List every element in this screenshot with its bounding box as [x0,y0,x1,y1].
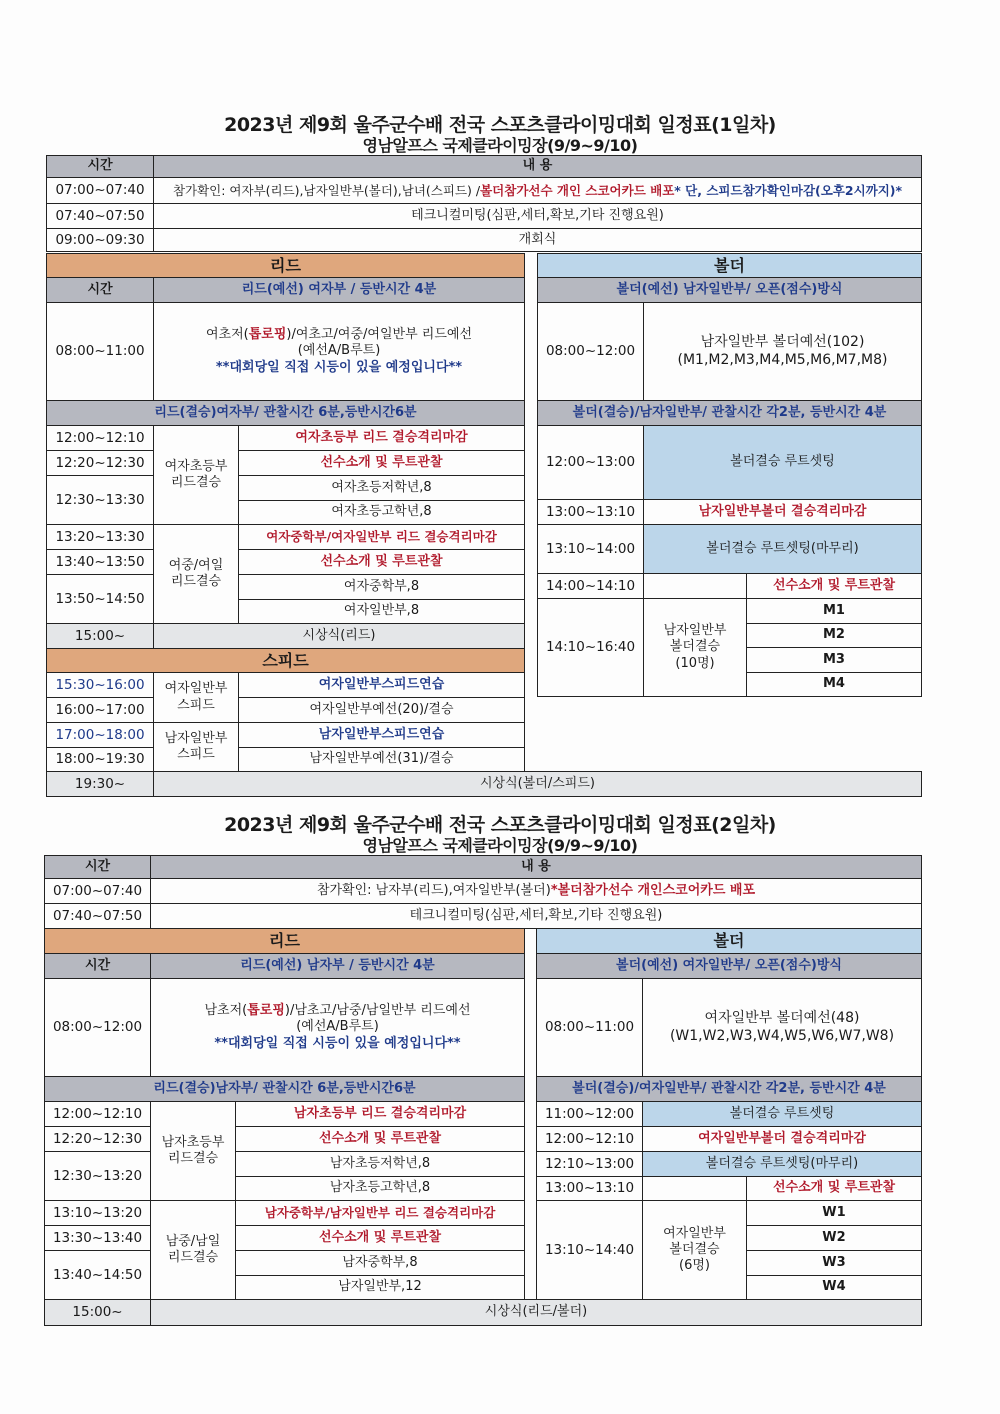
time-cell: 14:10~16:40 [537,598,644,697]
day1-general-time: 07:40~07:50 [46,203,154,229]
isolation-close: 남자초등부 리드 결승격리마감 [235,1101,525,1127]
qual-text: 여자일반부 볼더예선(48) [704,1010,860,1026]
time-cell: 16:00~17:00 [46,697,154,723]
day1-boulder-final-header: 볼더(결승)/남자일반부/ 관찰시간 각2분, 등반시간 4분 [537,400,922,426]
day1-speed-header: 스피드 [46,648,525,673]
isolation-close: 남자일반부볼더 결승격리마감 [643,499,922,525]
time-cell: 18:00~19:30 [46,747,154,772]
day1-lead-time-label: 시간 [46,277,154,303]
qual-problems: (M1,M2,M3,M4,M5,M6,M7,M8) [677,351,888,368]
time-cell: 12:30~13:30 [46,475,154,525]
checkin-text: 참가확인: 여자부(리드),남자일반부(볼더),남녀(스피드) / [172,182,481,198]
time-cell: 12:00~12:10 [46,425,154,451]
route-setting: 볼더결승 루트셋팅 [643,425,922,500]
time-cell: 13:40~13:50 [46,549,154,575]
route-preview: 선수소개 및 루트관찰 [235,1126,525,1152]
time-cell: 12:00~12:10 [44,1101,151,1127]
day2-boulder-qual-time: 08:00~11:00 [536,978,643,1077]
day2-elem-group [150,1101,236,1201]
category-cell: 남자초등고학년,8 [235,1176,525,1201]
toprope-label: 톱로핑 [247,1003,285,1019]
day1-boulder-qual-header: 볼더(예선) 남자일반부/ 오픈(점수)방식 [537,277,922,303]
day1-lead-qual-detail [153,302,525,401]
day1-venue: 영남알프스 국제클라이밍장(9/9~9/10) [362,136,638,155]
route-preview: 선수소개 및 루트관찰 [235,1225,525,1251]
time-cell: 13:20~13:30 [46,524,154,550]
time-cell: 14:00~14:10 [537,573,644,599]
group-label: 남자초등부 [161,1134,225,1150]
group-label: 리드결승 [167,1250,219,1265]
day2-title: 2023년 제9회 울주군수배 전국 스포츠클라이밍대회 일정표(2일차) [224,814,776,836]
category-cell: 남자초등저학년,8 [235,1151,525,1177]
speed-practice: 남자일반부스피드연습 [238,722,525,748]
qual-routes: (예선A/B루트) [296,1019,379,1035]
day1-opening-ceremony: 개회식 [153,228,922,252]
problem-cell: M1 [746,598,922,624]
checkin-text: 참가확인: 남자부(리드),여자일반부(볼더) [316,882,551,898]
time-cell: 13:10~13:20 [44,1200,151,1226]
time-cell: 13:10~14:00 [537,524,644,574]
route-setting-finish: 볼더결승 루트셋팅(마무리) [643,524,922,574]
route-setting-finish: 볼더결승 루트셋팅(마무리) [642,1151,922,1177]
day2-boulder-qual-detail [642,978,922,1077]
speed-women-group [153,672,239,723]
day2-general-time: 07:40~07:50 [44,903,151,929]
day2-boulder-final-group [642,1200,747,1300]
category-cell: 남자중학부,8 [235,1250,525,1276]
problem-cell: M3 [746,647,922,673]
time-cell: 12:00~12:10 [536,1126,643,1152]
problem-cell: W3 [746,1250,922,1276]
time-cell: 13:10~14:40 [536,1200,643,1300]
award-time: 19:30~ [46,771,154,797]
time-cell: 13:00~13:10 [536,1176,643,1201]
blank-cell [643,573,747,599]
day1-boulder-qual-time: 08:00~12:00 [537,302,644,401]
day1-lead-final-header: 리드(결승)여자부/ 관찰시간 6분,등반시간6분 [46,400,525,426]
speed-event: 여자일반부예선(20)/결승 [238,697,525,723]
group-label: 여자초등부 [164,458,228,474]
group-label: 리드결승 [167,1151,219,1166]
qual-problems: (W1,W2,W3,W4,W5,W6,W7,W8) [669,1027,895,1044]
scorecard-notice: 볼더참가선수 개인 스코어카드 배포 [480,182,675,198]
time-cell: 13:30~13:40 [44,1225,151,1251]
day2-content-header: 내 용 [150,855,922,879]
isolation-close: 여자초등부 리드 결승격리마감 [238,425,525,451]
time-cell: 13:00~13:10 [537,499,644,525]
day2-lead-final-header: 리드(결승)남자부/ 관찰시간 6분,등반시간6분 [44,1076,525,1102]
day2-lead-qual-header: 리드(예선) 남자부 / 등반시간 4분 [150,953,525,979]
group-label: 볼더결승 [669,639,721,655]
day1-boulder-final-group [643,598,747,697]
award-time: 15:00~ [46,623,154,649]
qual-text: 남자일반부 볼더예선(102) [700,334,865,350]
qual-text: )/남초고/남중/남일반부 리드예선 [284,1003,471,1019]
route-preview: 선수소개 및 루트관찰 [746,573,922,599]
day1-elem-group [153,425,239,525]
category-cell: 여자초등저학년,8 [238,475,525,501]
group-label: 리드결승 [170,475,222,490]
time-cell: 12:00~13:00 [537,425,644,500]
problem-cell: W1 [746,1200,922,1226]
day1-lead-qual-header: 리드(예선) 여자부 / 등반시간 4분 [153,277,525,303]
problem-cell: W2 [746,1225,922,1251]
day1-boulder-header: 볼더 [537,253,922,278]
group-label: 스피드 [177,747,215,762]
time-cell: 12:30~13:20 [44,1151,151,1201]
isolation-close: 남자중학부/남자일반부 리드 결승격리마감 [235,1200,525,1226]
day1-time-header: 시간 [46,155,154,178]
day2-boulder-header: 볼더 [536,928,922,954]
route-preview: 선수소개 및 루트관찰 [746,1176,922,1201]
group-label: 리드결승 [170,574,222,589]
day1-lead-qual-time: 08:00~11:00 [46,302,154,401]
group-label: 여중/여일 [168,557,224,573]
group-label: (6명) [679,1258,710,1274]
route-preview: 선수소개 및 루트관찰 [238,450,525,476]
day1-mid-group [153,524,239,624]
route-preview: 선수소개 및 루트관찰 [238,549,525,575]
day2-lead-time-label: 시간 [44,953,151,979]
category-cell: 여자중학부,8 [238,574,525,600]
day1-general-time: 07:00~07:40 [46,177,154,204]
day2-lead-qual-detail [150,978,525,1077]
day2-lead-qual-time: 08:00~12:00 [44,978,151,1077]
problem-cell: W4 [746,1275,922,1300]
day1-boulder-qual-detail [643,302,922,401]
day2-venue: 영남알프스 국제클라이밍장(9/9~9/10) [362,836,638,855]
speed-event: 남자일반부예선(31)/결승 [238,747,525,772]
scorecard-notice: *볼더참가선수 개인스코어카드 배포 [550,882,756,898]
qual-text: )/여초고/여중/여일반부 리드예선 [286,327,473,343]
day1-lead-header: 리드 [46,253,525,278]
day1-checkin-row [153,177,922,204]
route-setting: 볼더결승 루트셋팅 [642,1101,922,1127]
day1-technical-meeting: 테크니컬미팅(심판,세터,확보,기타 진행요원) [153,203,922,229]
speed-practice: 여자일반부스피드연습 [238,672,525,698]
time-cell: 15:30~16:00 [46,672,154,698]
time-cell: 13:40~14:50 [44,1250,151,1300]
qual-text: 여초저( [205,327,249,343]
group-label: 남자일반부 [164,730,228,746]
group-label: 스피드 [177,697,215,713]
category-cell: 여자초등고학년,8 [238,500,525,525]
day1-content-header: 내 용 [153,155,922,178]
group-label: 남자일반부 [663,623,727,639]
day2-boulder-final-header: 볼더(결승)/여자일반부/ 관찰시간 각2분, 등반시간 4분 [536,1076,922,1102]
day2-lead-header: 리드 [44,928,525,954]
day2-final-award: 시상식(리드/볼더) [150,1299,922,1326]
category-cell: 남자일반부,12 [235,1275,525,1300]
group-label: 여자일반부 [164,681,228,697]
group-label: 여자일반부 [663,1225,726,1241]
group-label: (10명) [675,655,715,671]
time-cell: 12:10~13:00 [536,1151,643,1177]
day2-checkin-row [150,878,922,904]
group-label: 남중/남일 [165,1233,221,1249]
group-label: 볼더결승 [669,1241,720,1257]
blank-cell [642,1176,747,1201]
isolation-close: 여자일반부볼더 결승격리마감 [642,1126,922,1152]
speed-deadline-notice: * 단, 스피드참가확인마감(오후2시까지)* [674,182,903,198]
day2-mid-group [150,1200,236,1300]
day1-title: 2023년 제9회 울주군수배 전국 스포츠클라이밍대회 일정표(1일차) [224,114,776,136]
lead-award: 시상식(리드) [153,623,525,649]
day1-final-award: 시상식(볼더/스피드) [153,771,922,797]
qual-notice: **대회당일 직접 시등이 있을 예정입니다** [214,1035,461,1051]
time-cell: 12:20~12:30 [46,450,154,476]
time-cell: 13:50~14:50 [46,574,154,624]
problem-cell: M4 [746,672,922,697]
qual-notice: **대회당일 직접 시등이 있을 예정입니다** [215,359,463,375]
speed-men-group [153,722,239,772]
time-cell: 17:00~18:00 [46,722,154,748]
day2-boulder-qual-header: 볼더(예선) 여자일반부/ 오픈(점수)방식 [536,953,922,979]
qual-text: 남초저( [204,1003,248,1019]
day2-general-time: 07:00~07:40 [44,878,151,904]
time-cell: 11:00~12:00 [536,1101,643,1127]
isolation-close: 여자중학부/여자일반부 리드 결승격리마감 [238,524,525,550]
day1-general-time: 09:00~09:30 [46,228,154,252]
award-time: 15:00~ [44,1299,151,1326]
day2-time-header: 시간 [44,855,151,879]
toprope-label: 톱로핑 [248,327,287,343]
problem-cell: M2 [746,623,922,648]
day2-technical-meeting: 테크니컬미팅(심판,세터,확보,기타 진행요원) [150,903,922,929]
time-cell: 12:20~12:30 [44,1126,151,1152]
qual-routes: (예선A/B루트) [297,343,381,359]
category-cell: 여자일반부,8 [238,599,525,624]
